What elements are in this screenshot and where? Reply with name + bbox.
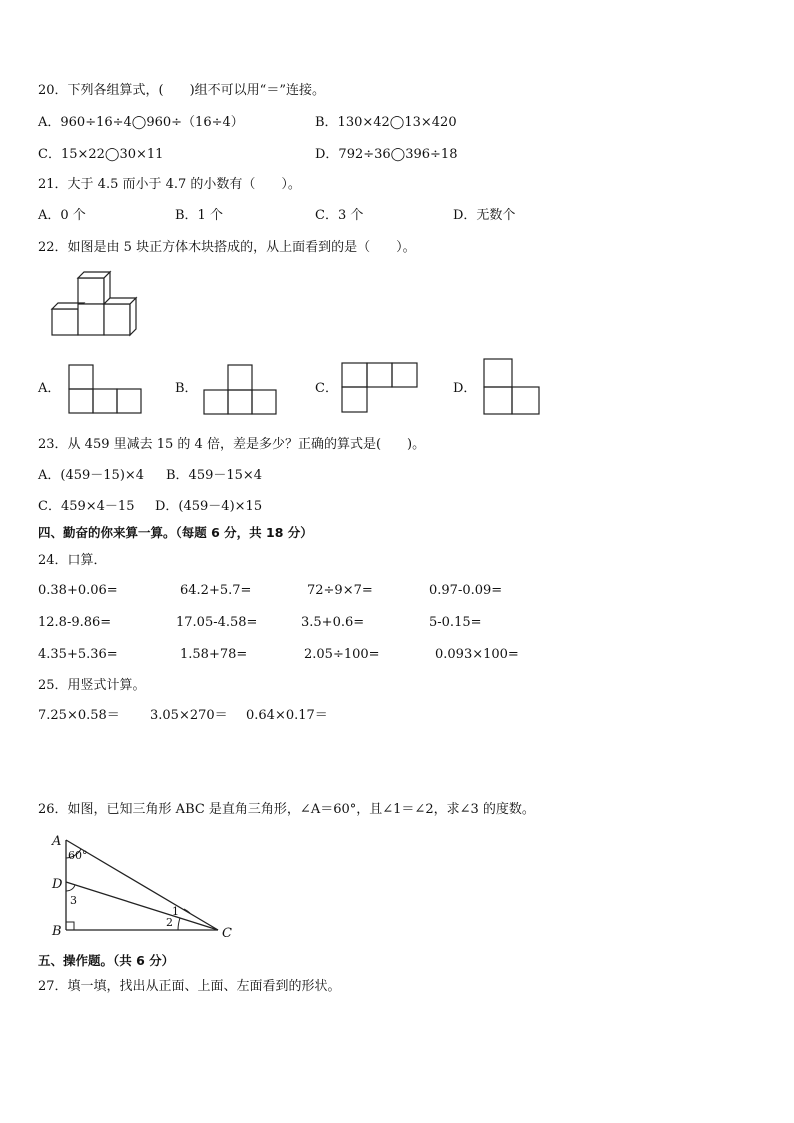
q21-option-a[interactable]: A．0 个 xyxy=(38,208,86,223)
q20-option-c[interactable]: C．15×22◯30×11 xyxy=(38,147,164,162)
q22-option-c[interactable]: C． xyxy=(315,381,338,396)
q25-item: 3.05×270＝ xyxy=(150,708,228,723)
q22-shape-a[interactable] xyxy=(68,364,142,414)
q22-option-a[interactable]: A． xyxy=(38,381,61,396)
q24-item: 3.5+0.6= xyxy=(301,615,365,630)
q24-item: 2.05÷100= xyxy=(304,647,380,662)
q20-stem: 20．下列各组算式，( )组不可以用“＝”连接。 xyxy=(38,83,325,98)
q21-option-d[interactable]: D．无数个 xyxy=(453,208,516,223)
label-angle-1: 1 xyxy=(172,905,179,918)
q22-shape-d[interactable] xyxy=(483,358,541,416)
q27-stem: 27．填一填，找出从正面、上面、左面看到的形状。 xyxy=(38,979,341,994)
q22-cube-figure xyxy=(40,270,160,345)
q22-shape-b[interactable] xyxy=(203,364,279,416)
q24-item: 64.2+5.7= xyxy=(180,583,252,598)
label-a: A xyxy=(52,834,62,849)
q20-option-a[interactable]: A．960÷16÷4◯960÷（16÷4） xyxy=(38,115,244,130)
q21-option-b[interactable]: B．1 个 xyxy=(175,208,223,223)
q25-item: 7.25×0.58＝ xyxy=(38,708,120,723)
q25-stem: 25．用竖式计算。 xyxy=(38,678,146,693)
q24-item: 0.38+0.06= xyxy=(38,583,118,598)
label-c: C xyxy=(222,926,232,941)
q24-item: 5-0.15= xyxy=(429,615,482,630)
q20-option-d[interactable]: D．792÷36◯396÷18 xyxy=(315,147,458,162)
q22-option-d[interactable]: D． xyxy=(453,381,477,396)
section-5-heading: 五、操作题。（共 6 分） xyxy=(38,953,175,968)
label-angle-2: 2 xyxy=(166,916,173,929)
q24-item: 0.093×100= xyxy=(435,647,519,662)
q23-option-b[interactable]: B．459－15×4 xyxy=(166,468,263,483)
q23-stem: 23．从 459 里减去 15 的 4 倍，差是多少？正确的算式是( )。 xyxy=(38,437,426,452)
q26-triangle-figure xyxy=(50,832,240,942)
label-angle-a: 60° xyxy=(68,849,88,862)
q23-option-d[interactable]: D．(459－4)×15 xyxy=(155,499,263,514)
label-b: B xyxy=(52,924,62,939)
q23-option-a[interactable]: A．(459－15)×4 xyxy=(38,468,145,483)
q24-item: 17.05-4.58= xyxy=(176,615,258,630)
q21-option-c[interactable]: C．3 个 xyxy=(315,208,364,223)
q24-item: 4.35+5.36= xyxy=(38,647,118,662)
q22-stem: 22．如图是由 5 块正方体木块搭成的，从上面看到的是（ ）。 xyxy=(38,240,416,255)
q20-option-b[interactable]: B．130×42◯13×420 xyxy=(315,115,457,130)
q24-item: 0.97-0.09= xyxy=(429,583,503,598)
q23-option-c[interactable]: C．459×4－15 xyxy=(38,499,135,514)
q22-shape-c[interactable] xyxy=(341,362,419,414)
q24-item: 1.58+78= xyxy=(180,647,248,662)
label-d: D xyxy=(52,877,63,892)
label-angle-3: 3 xyxy=(70,894,77,907)
q24-stem: 24．口算． xyxy=(38,553,107,568)
q24-item: 12.8-9.86= xyxy=(38,615,112,630)
q25-item: 0.64×0.17＝ xyxy=(246,708,328,723)
q22-option-b[interactable]: B． xyxy=(175,381,198,396)
section-4-heading: 四、勤奋的你来算一算。（每题 6 分，共 18 分） xyxy=(38,525,313,540)
q21-stem: 21．大于 4.5 而小于 4.7 的小数有（ ）。 xyxy=(38,177,301,192)
q26-stem: 26．如图，已知三角形 ABC 是直角三角形，∠A＝60°，且∠1＝∠2，求∠3 的度数。 xyxy=(38,802,535,817)
q24-item: 72÷9×7= xyxy=(307,583,373,598)
